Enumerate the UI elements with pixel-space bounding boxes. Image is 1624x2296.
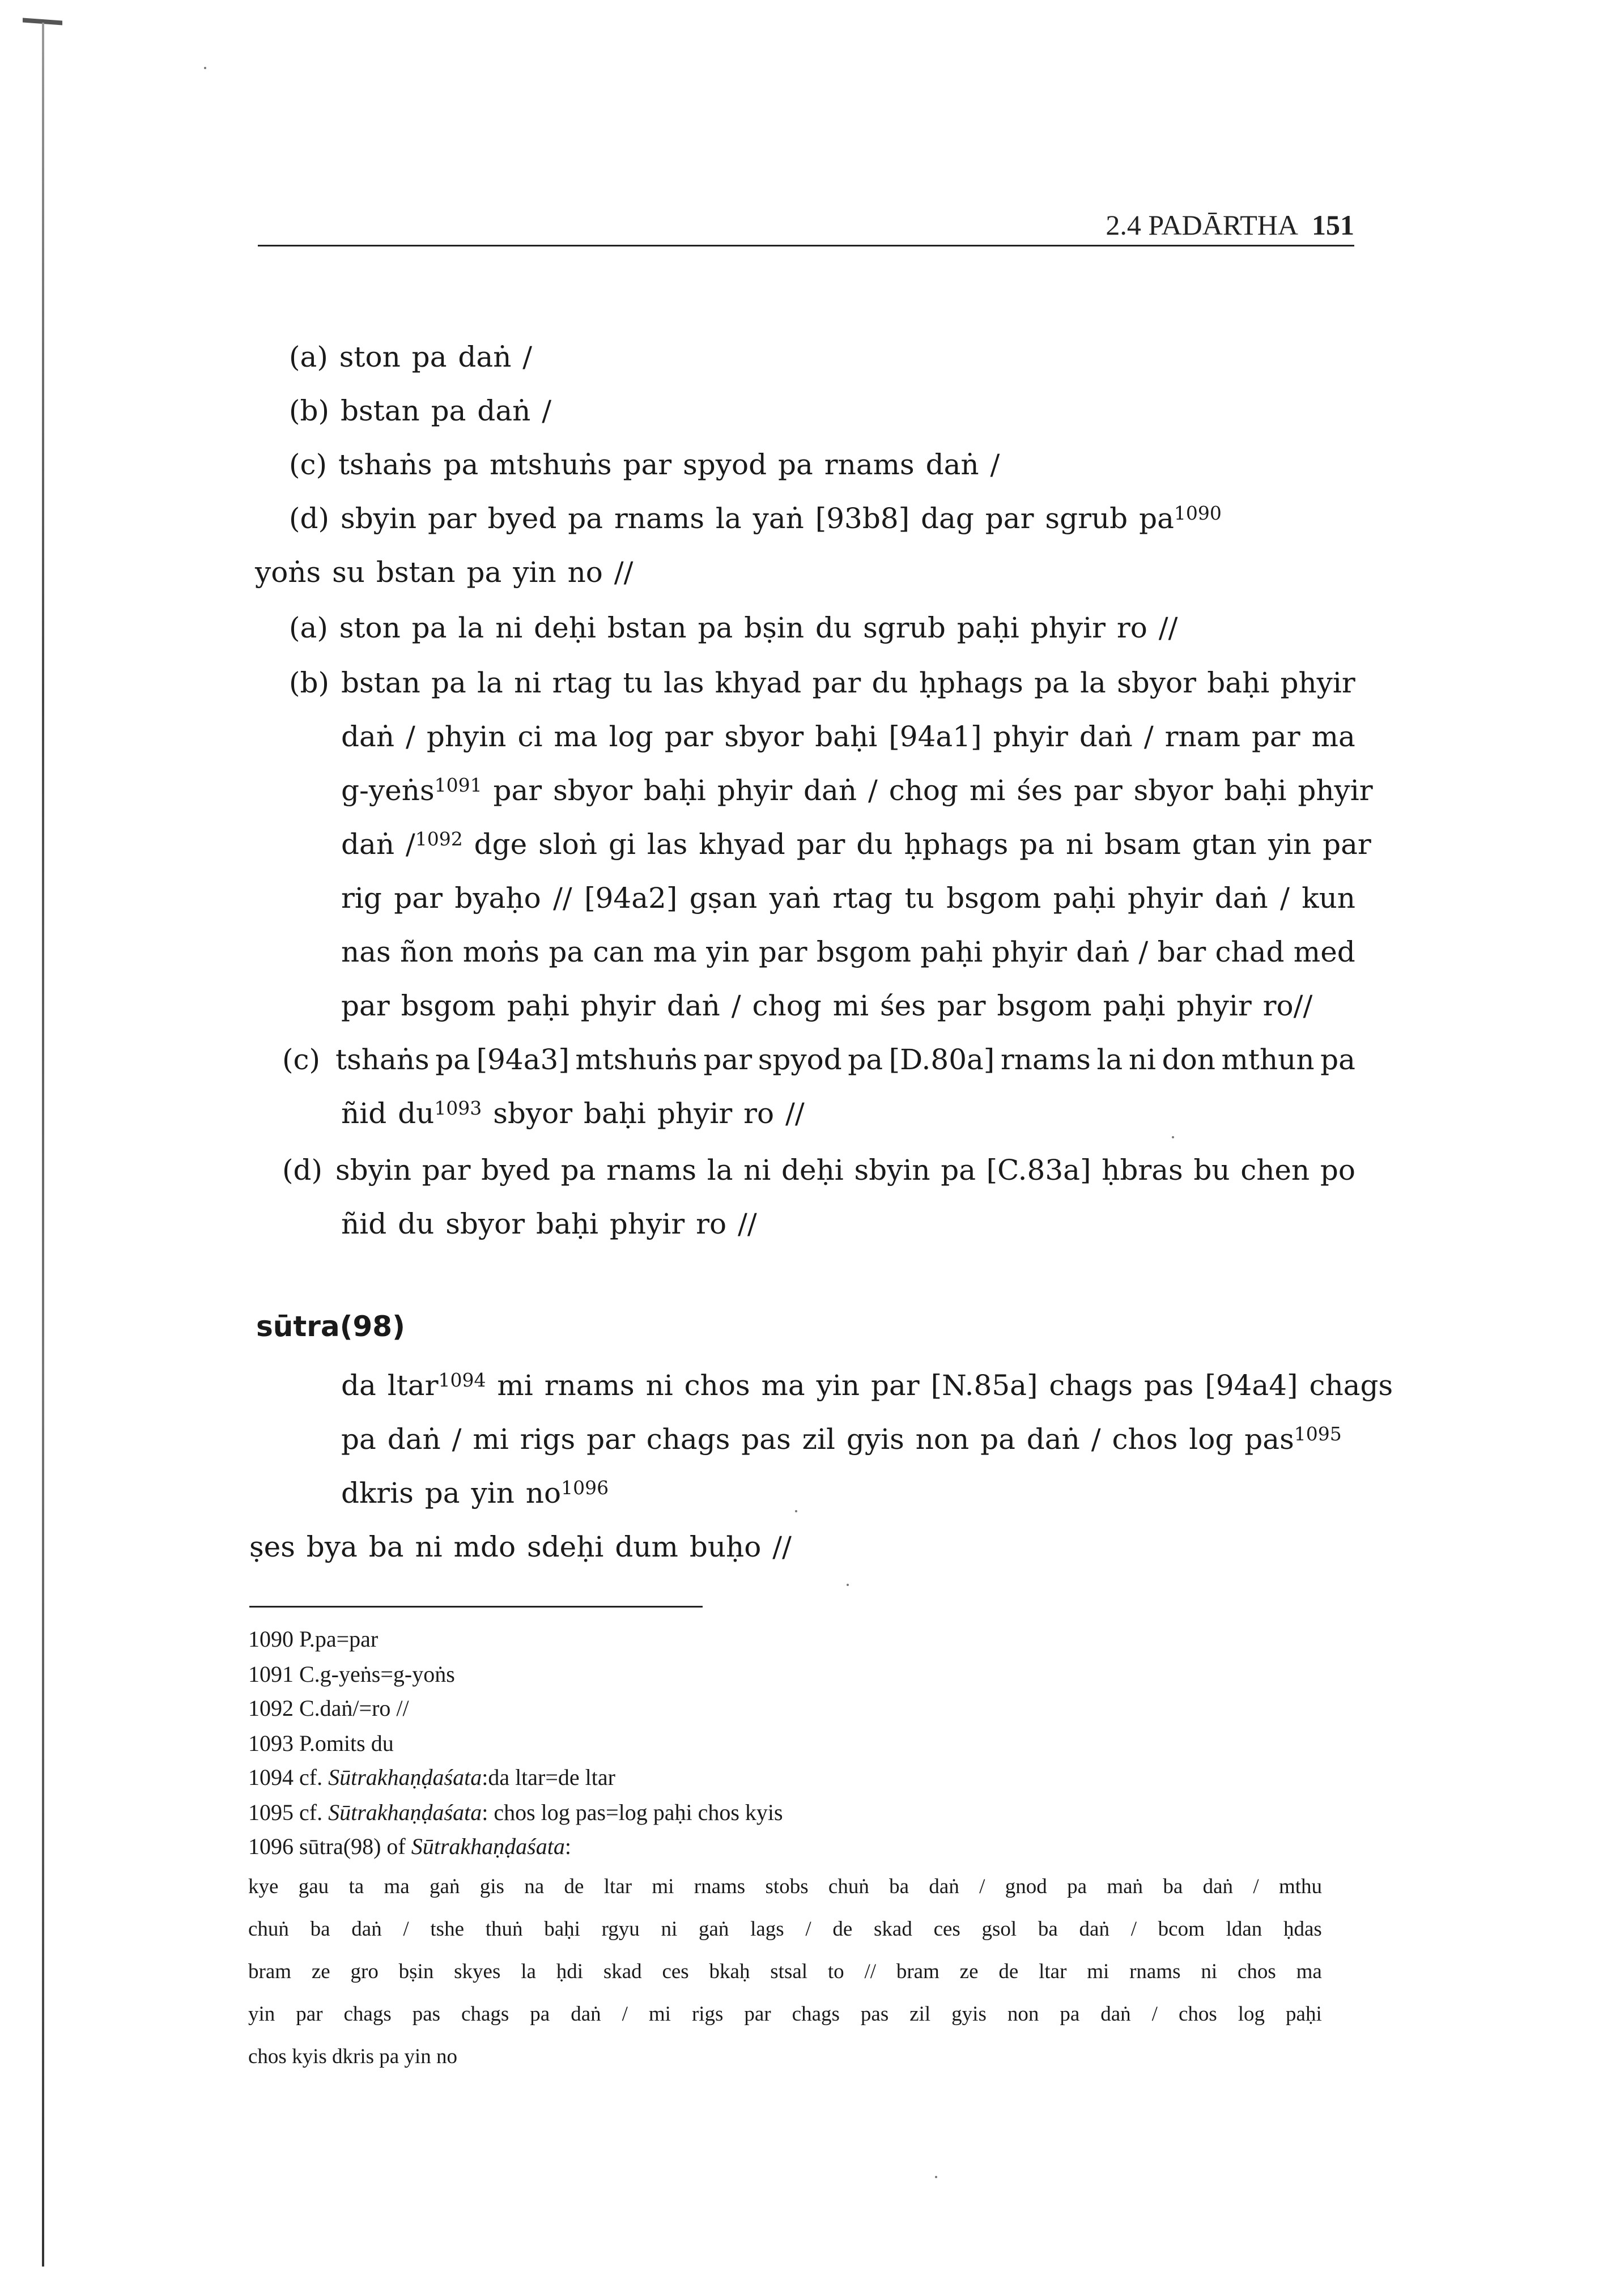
footnote-ref: 1096 [561, 1477, 609, 1499]
text-segment: da ltar [341, 1369, 439, 1402]
list-item [289, 611, 1178, 645]
footnote-number: 1095 [248, 1800, 294, 1825]
footnote-text: :da ltar=de ltar [482, 1764, 615, 1790]
footnote-divider [249, 1606, 703, 1608]
item-text [341, 1096, 805, 1130]
item-text [341, 827, 1371, 861]
text-segment: ñid du [341, 1097, 435, 1130]
footnote [248, 1763, 615, 1792]
item-label: (c) [282, 1043, 321, 1076]
footnote [248, 1798, 783, 1827]
footnote-number: 1094 [248, 1764, 294, 1790]
item-text: rig par byaḥo // [94a2] gṣan yaṅ rtag tu bsgom paḥi phyir daṅ / kun [341, 882, 1355, 915]
scan-speck [935, 2176, 937, 2178]
text-segment: g-yeṅs [341, 774, 435, 807]
footnote-text: sūtra(98) of [299, 1834, 411, 1859]
footnote-quote-line: kye gau ta ma gaṅ gis na de ltar mi rnams stobs chuṅ ba daṅ / gnod pa maṅ ba daṅ / mthu [248, 1875, 1322, 1898]
item-label: (a) [289, 611, 328, 644]
footnote-quote-line: yin par chags pas chags pa daṅ / mi rigs par chags pas zil gyis non pa daṅ / chos log paḥi [248, 2002, 1322, 2026]
footnote-text: C.daṅ/=ro // [299, 1695, 409, 1721]
list-item [289, 448, 1000, 482]
text-segment: pa daṅ / mi rigs par chags pas zil gyis non pa daṅ / chos log pas [341, 1423, 1294, 1456]
item-text [341, 773, 1373, 807]
item-label: (b) [289, 394, 330, 427]
footnote-number: 1091 [248, 1661, 294, 1687]
item-text: bstan pa la ni rtag tu las khyad par du ḥphags pa la sbyor baḥi phyir [341, 666, 1355, 699]
footnote-text: cf. [299, 1764, 329, 1790]
item-text: tshaṅs pa [94a3] mtshuṅs par spyod pa [D.80a] rnams la ni don mthun pa [335, 1043, 1355, 1076]
footnote [248, 1832, 571, 1861]
list-item [289, 340, 532, 374]
running-head-text [1106, 209, 1354, 241]
item-text: par bsgom paḥi phyir daṅ / chog mi śes par bsgom paḥi phyir ro// [341, 989, 1313, 1022]
footnote-ref: 1092 [415, 828, 463, 850]
item-label: (d) [282, 1154, 323, 1187]
sutra-line [341, 1368, 1393, 1402]
scan-speck [847, 1584, 849, 1586]
item-text: ston pa la ni deḥi bstan pa bṣin du sgrub paḥi phyir ro // [339, 611, 1178, 644]
footnote-ref: 1090 [1174, 502, 1222, 524]
footnote [248, 1660, 455, 1689]
footnote-text: P.omits du [299, 1730, 394, 1756]
text-segment: mi rnams ni chos ma yin par [N.85a] chags pas [94a4] chags [486, 1369, 1393, 1402]
sutra-heading: sūtra(98) [256, 1310, 405, 1343]
text-segment: par sbyor baḥi phyir daṅ / chog mi śes par sbyor baḥi phyir [482, 774, 1373, 807]
footnote-quote-line: bram ze gro bṣin skyes la ḥdi skad ces bkaḥ stsal to // bram ze de ltar mi rnams ni chos ma [248, 1960, 1322, 1983]
scan-speck [204, 67, 206, 69]
footnote-title: Sūtrakhaṇḍaśata [328, 1764, 482, 1790]
sutra-line [341, 1422, 1342, 1456]
text-segment: daṅ / [341, 828, 415, 861]
footnote-number: 1090 [248, 1626, 294, 1652]
item-text: sbyin par byed pa rnams la yaṅ [93b8] dag par sgrub pa [340, 502, 1174, 535]
footnote [248, 1625, 378, 1653]
item-text: daṅ / phyin ci ma log par sbyor baḥi [94a1] phyir daṅ / rnam par ma [341, 720, 1355, 753]
section-title: 2.4 PADĀRTHA [1106, 209, 1298, 241]
footnote-title: Sūtrakhaṇḍaśata [328, 1800, 482, 1825]
page-number: 151 [1312, 209, 1354, 241]
footnote [248, 1694, 409, 1723]
footnote-ref: 1093 [434, 1097, 482, 1119]
footnote-quote-line: chos kyis dkris pa yin no [248, 2045, 457, 2068]
text-segment: sbyor baḥi phyir ro // [482, 1097, 805, 1130]
text-line: ṣes bya ba ni mdo sdeḥi dum buḥo // [249, 1530, 792, 1563]
sutra-line [341, 1476, 609, 1510]
text-line: yoṅs su bstan pa yin no // [255, 556, 634, 589]
footnote-title: Sūtrakhaṇḍaśata [411, 1834, 565, 1859]
scan-speck [1172, 1136, 1174, 1138]
footnote [248, 1729, 394, 1758]
footnote-number: 1092 [248, 1695, 294, 1721]
item-label: (d) [289, 502, 330, 535]
footnote-text: : [564, 1834, 571, 1859]
item-text: ston pa daṅ / [339, 341, 533, 373]
list-item [289, 501, 1222, 535]
footnote-number: 1093 [248, 1730, 294, 1756]
footnote-ref: 1094 [438, 1369, 486, 1391]
footnote-text: : chos log pas=log paḥi chos kyis [482, 1800, 783, 1825]
footnote-text: cf. [299, 1800, 329, 1825]
footnote-text: P.pa=par [299, 1626, 379, 1652]
item-text: bstan pa daṅ / [340, 394, 552, 427]
running-header [258, 210, 1354, 246]
item-label: (a) [289, 341, 328, 373]
footnote-quote-line: chuṅ ba daṅ / tshe thuṅ baḥi rgyu ni gaṅ lags / de skad ces gsol ba daṅ / bcom ldan ḥdas [248, 1917, 1322, 1941]
footnote-ref: 1091 [434, 774, 482, 796]
page-binding-edge [42, 23, 44, 2267]
footnote-ref: 1095 [1294, 1423, 1342, 1445]
text-segment: dkris pa yin no [341, 1477, 562, 1510]
text-segment: dge sloṅ gi las khyad par du ḥphags pa ni bsam gtan yin par [462, 828, 1371, 861]
footnote-number: 1096 [248, 1834, 294, 1859]
item-text: tshaṅs pa mtshuṅs par spyod pa rnams daṅ / [338, 448, 1000, 481]
item-text: nas ñon moṅs pa can ma yin par bsgom paḥi phyir daṅ / bar chad med [341, 936, 1355, 968]
item-label: (c) [289, 448, 328, 481]
item-text: ñid du sbyor baḥi phyir ro // [341, 1207, 757, 1240]
list-item [289, 394, 551, 428]
item-label: (b) [289, 666, 330, 699]
scan-speck [795, 1510, 797, 1512]
item-text: sbyin par byed pa rnams la ni deḥi sbyin pa [C.83a] ḥbras bu chen po [335, 1154, 1355, 1187]
footnote-text: C.g-yeṅs=g-yoṅs [299, 1661, 455, 1687]
